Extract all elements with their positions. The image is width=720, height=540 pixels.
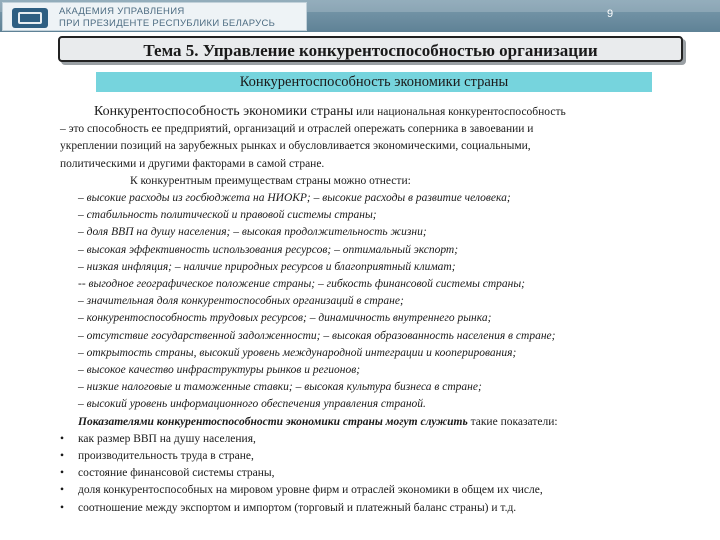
advantages-heading: К конкурентным преимуществам страны можно отнести: [130,174,411,187]
advantage-item: – отсутствие государственной задолженности; – высокая образованность населения в стране; [78,329,556,342]
advantage-item: – высокая эффективность использования ресурсов; – оптимальный экспорт; [78,243,459,256]
advantage-item: – низкая инфляция; – наличие природных ресурсов и благоприятный климат; [78,260,456,273]
intro-line-4: политическими и другими факторами в самой стране. [60,157,325,170]
page-number: 9 [606,8,614,20]
intro-line-1 [60,103,692,121]
org-name-line1: АКАДЕМИЯ УПРАВЛЕНИЯ [59,6,185,17]
intro-line-2: – это способность ее предприятий, организаций и отраслей опережать соперника в завоевании и [60,123,534,136]
subtitle-box [96,72,652,92]
indicator-item: • как размер ВВП на душу населения, [60,431,692,448]
logo-banner [2,2,307,31]
emblem-frame [18,12,42,24]
indicator-item: • состояние финансовой системы страны, [60,465,692,482]
header-bar [0,0,720,32]
org-name-line2: ПРИ ПРЕЗИДЕНТЕ РЕСПУБЛИКИ БЕЛАРУСЬ [59,18,276,29]
indicator-item: • соотношение между экспортом и импортом (торговый и платежный баланс страны) и т.д. [60,500,692,517]
academy-emblem-icon [12,8,48,28]
advantage-item: – высокое качество инфраструктуры рынков и регионов; [78,364,361,377]
section-subtitle: Конкурентоспособность экономики страны [239,74,509,90]
advantage-item: – высокие расходы из госбюджета на НИОКР; – высокие расходы в развитие человека; [78,192,511,205]
advantage-item: – высокий уровень информационного обеспечения управления страной. [78,398,426,411]
indicator-item: • производительность труда в стране, [60,448,692,465]
title-box [58,36,683,62]
advantage-item: – доля ВВП на душу населения; – высокая продолжительность жизни; [78,226,427,239]
indicators-heading [60,414,692,431]
advantage-item: – стабильность политической и правовой системы страны; [78,209,377,222]
advantage-item: – низкие налоговые и таможенные ставки; – высокая культура бизнеса в стране; [78,381,482,394]
lead-term: Конкурентоспособность экономики страны [94,104,354,119]
page-title: Тема 5. Управление конкурентоспособностью организации [143,41,598,60]
indicator-item: • доля конкурентоспособных на мировом уровне фирм и отраслей экономики в общем их числе, [60,482,692,499]
advantage-item: – конкурентоспособность трудовых ресурсов; – динамичность внутреннего рынка; [78,312,492,325]
lead-rest: или национальная конкурентоспособность [353,106,566,118]
slide-content [60,103,692,517]
indicators-heading-italic: Показателями конкурентоспособности экономики страны могут служить [78,415,471,428]
advantage-item: – значительная доля конкурентоспособных организаций в стране; [78,295,404,308]
intro-line-3: укреплении позиций на зарубежных рынках и обусловливается экономическими, социальными, [60,140,531,153]
indicators-heading-rest: такие показатели: [470,415,558,428]
advantage-item: -- выгодное географическое положение страны; – гибкость финансовой системы страны; [78,278,526,291]
advantage-item: – открытость страны, высокий уровень международной интеграции и кооперирования; [78,346,517,359]
